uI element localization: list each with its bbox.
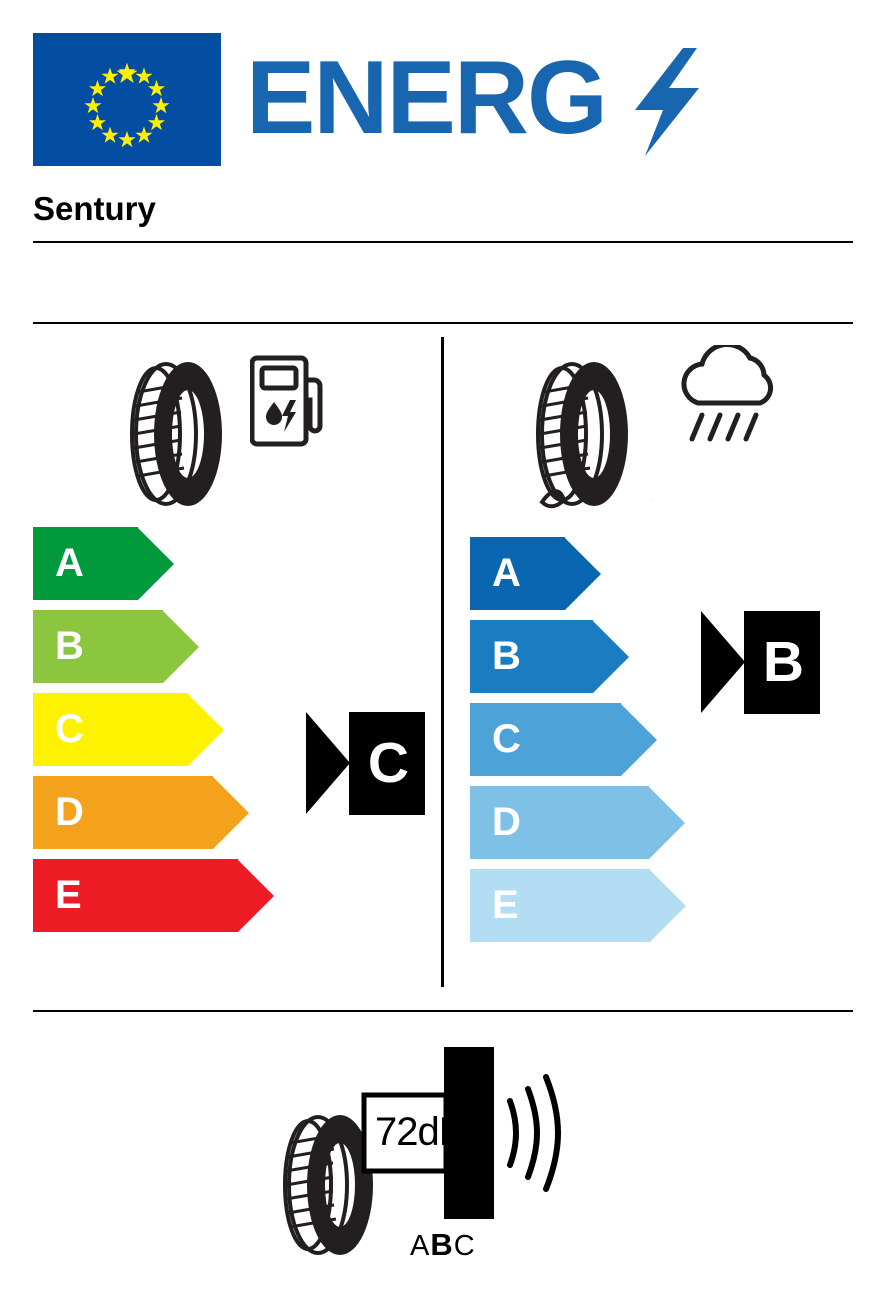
tyre-icon <box>126 352 246 517</box>
fuel-class-e <box>33 859 274 932</box>
wet-class-b <box>470 620 686 693</box>
lightning-bolt-icon <box>625 48 705 156</box>
fuel-result-letter: C <box>367 731 409 795</box>
rain-cloud-icon <box>676 345 784 463</box>
fuel-efficiency-scale <box>33 527 274 942</box>
wet-class-b-label: B <box>492 634 521 678</box>
wet-class-a-label: A <box>492 551 521 595</box>
fuel-class-c <box>33 693 274 766</box>
noise-value: 72dB <box>375 1110 465 1154</box>
fuel-class-a-label: A <box>55 541 84 585</box>
fuel-class-d <box>33 776 274 849</box>
eu-flag-icon <box>33 33 221 166</box>
noise-class-indicator <box>410 1227 476 1263</box>
wet-class-e <box>470 869 686 942</box>
wet-grip-result-badge <box>702 611 820 714</box>
fuel-class-b-label: B <box>55 624 84 668</box>
noise-class-b: B <box>430 1227 454 1262</box>
noise-class-a: A <box>410 1230 431 1262</box>
fuel-pump-icon <box>250 352 326 447</box>
fuel-class-d-label: D <box>55 790 84 834</box>
wet-class-e-label: E <box>492 883 519 927</box>
wet-grip-scale <box>470 537 686 952</box>
fuel-class-a <box>33 527 274 600</box>
wet-class-a <box>470 537 686 610</box>
fuel-efficiency-result-badge <box>307 712 425 815</box>
divider-second <box>33 322 853 324</box>
divider-top <box>33 241 853 243</box>
tyre-icon <box>532 352 652 517</box>
wet-class-c <box>470 703 686 776</box>
energy-wordmark: ENERG <box>246 40 606 156</box>
wet-class-d-label: D <box>492 800 521 844</box>
noise-section <box>280 1035 610 1265</box>
fuel-class-e-label: E <box>55 873 82 917</box>
wet-result-letter: B <box>762 630 804 694</box>
divider-noise <box>33 1010 853 1012</box>
wet-class-d <box>470 786 686 859</box>
divider-vertical <box>441 337 444 987</box>
noise-class-c: C <box>453 1230 476 1262</box>
fuel-class-c-label: C <box>55 707 84 751</box>
fuel-class-b <box>33 610 274 683</box>
brand-name: Sentury <box>33 190 156 227</box>
wet-class-c-label: C <box>492 717 521 761</box>
